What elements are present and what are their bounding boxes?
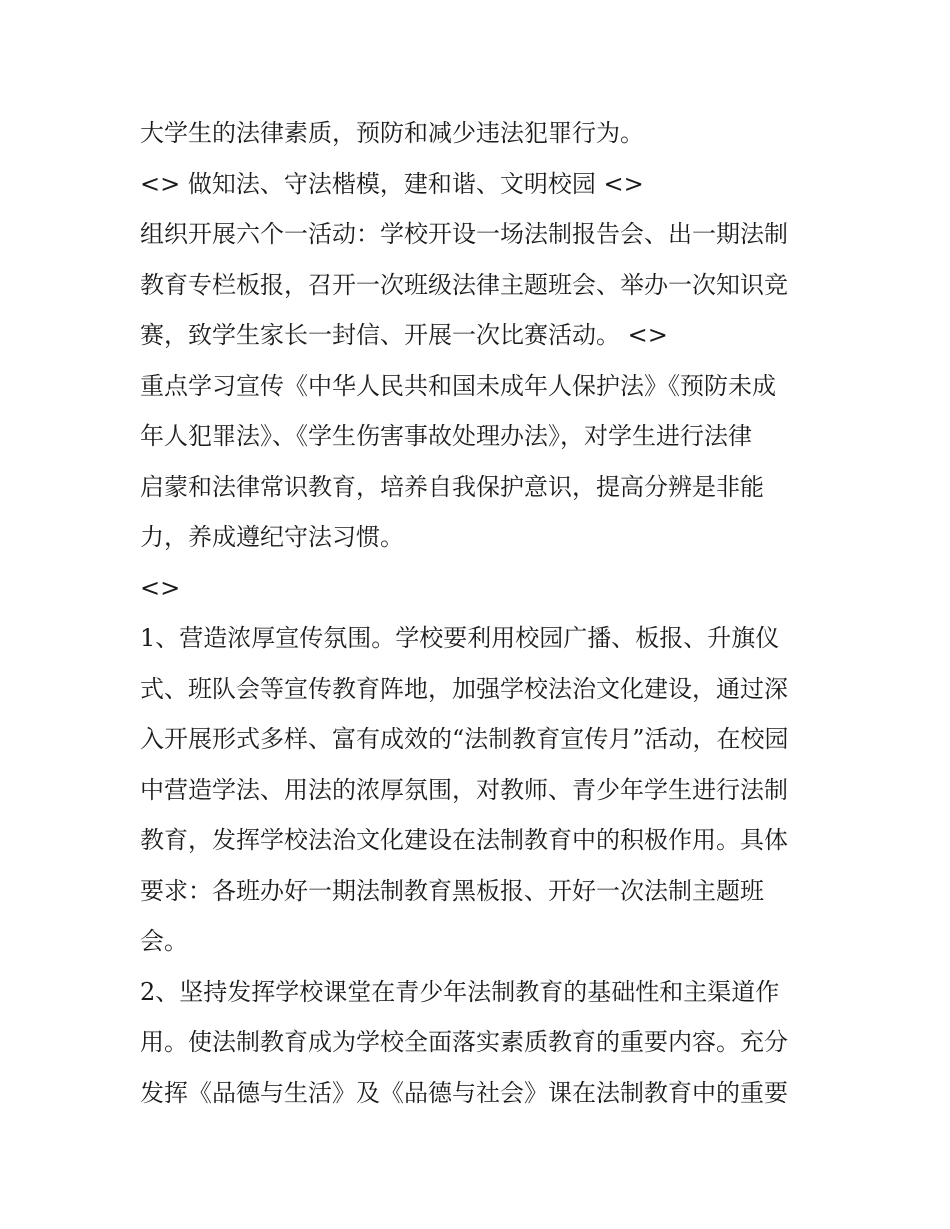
paragraph-separator	[140, 563, 816, 614]
paragraph-intro-tail	[140, 108, 816, 159]
text-line: 中营造学法、用法的浓厚氛围，对教师、青少年学生进行法制	[140, 775, 788, 804]
text-line: 组织开展六个一活动：学校开设一场法制报告会、出一期法制	[140, 220, 788, 248]
text-line: <> 做知法、守法楷模，建和谐、文明校园 <>	[140, 169, 644, 198]
text-line: 要求：各班办好一期法制教育黑板报、开好一次法制主题班	[140, 876, 764, 905]
text-line: 用。使法制教育成为学校全面落实素质教育的重要内容。充分	[140, 1028, 788, 1056]
text-line: 1、营造浓厚宣传氛围。学校要利用校园广播、板报、升旗仪	[140, 624, 780, 652]
paragraph-six-activities	[140, 209, 816, 361]
text-line: 大学生的法律素质，预防和减少违法犯罪行为。	[140, 119, 644, 147]
text-line: 启蒙和法律常识教育，培养自我保护意识，提高分辨是非能	[140, 472, 764, 501]
text-line: 赛，致学生家长一封信、开展一次比赛活动。 <>	[140, 321, 668, 349]
text-line: 2、坚持发挥学校课堂在青少年法制教育的基础性和主渠道作	[140, 977, 780, 1006]
text-line: 重点学习宣传《中华人民共和国未成年人保护法》《预防未成	[140, 371, 776, 400]
text-line: 会。	[140, 927, 188, 955]
text-line: 式、班队会等宣传教育阵地，加强学校法治文化建设，通过深	[140, 674, 788, 703]
text-line: 年人犯罪法》、《学生伤害事故处理办法》，对学生进行法律	[140, 422, 752, 450]
document-body	[140, 108, 816, 1118]
paragraph-item-1	[140, 613, 816, 967]
paragraph-heading-model	[140, 159, 816, 210]
text-line: <>	[140, 573, 181, 602]
text-line: 教育，发挥学校法治文化建设在法制教育中的积极作用。具体	[140, 826, 788, 854]
paragraph-key-laws	[140, 361, 816, 563]
paragraph-item-2	[140, 967, 816, 1119]
text-line: 发挥《品德与生活》及《品德与社会》课在法制教育中的重要	[140, 1078, 788, 1107]
text-line: 教育专栏板报，召开一次班级法律主题班会、举办一次知识竞	[140, 270, 788, 299]
text-line: 力，养成遵纪守法习惯。	[140, 523, 404, 551]
text-line: 入开展形式多样、富有成效的“法制教育宣传月”活动，在校园	[140, 725, 789, 753]
